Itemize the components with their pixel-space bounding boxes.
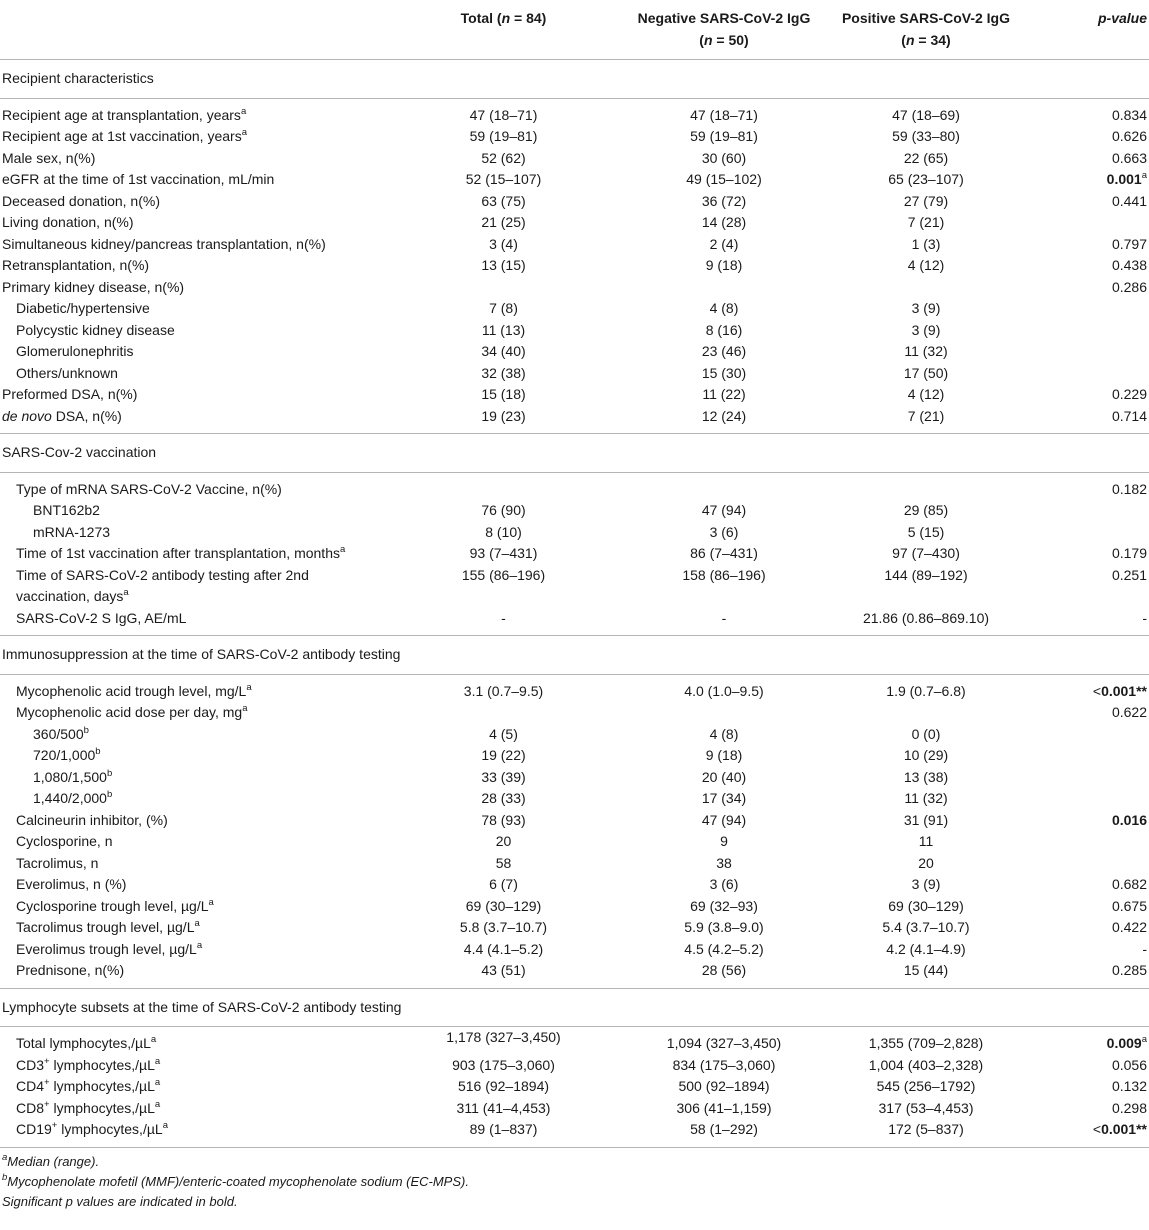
cell-negative: 500 (92–1894): [678, 1078, 770, 1094]
cell-pvalue: [1035, 767, 1149, 789]
cell-total: 43 (51): [376, 960, 631, 988]
cell-negative: 69 (32–93): [690, 897, 758, 914]
table-row: [0, 917, 1149, 939]
row-label: Preformed DSA, n(%): [2, 386, 138, 402]
row-label: CD8+ lymphocytes,/µL$^a$: [16, 1098, 161, 1116]
cell-pvalue: 0.298: [1111, 1099, 1147, 1116]
cell-total: 52 (15–107): [465, 171, 542, 187]
footnote: $^a$Median (range).: [2, 1151, 100, 1169]
cell-negative: [631, 277, 817, 299]
row-label: Calcineurin inhibitor, (%): [16, 811, 168, 828]
cell-positive: 15 (44): [817, 960, 1035, 988]
table-row: [0, 148, 1149, 170]
cell-negative: [631, 472, 817, 500]
row-label: Prednisone, n(%): [0, 960, 376, 988]
table-row: [0, 745, 1149, 767]
cell-positive: 3 (9): [911, 300, 941, 316]
cell-pvalue: [1035, 745, 1149, 767]
cell-pvalue: 0.229: [1111, 386, 1147, 402]
cell-total: 8 (10): [485, 523, 522, 540]
table-row: [0, 788, 1149, 810]
table-row: [0, 277, 1149, 299]
row-label: Cyclosporine trough level, $\mu g/L^a$: [16, 896, 214, 914]
table-row: [0, 831, 1149, 853]
cell-pvalue: 0.285: [1035, 960, 1149, 988]
cell-total: 311 (41–4,453): [456, 1099, 551, 1116]
table-row: [0, 341, 1149, 363]
cell-total: 4 (5): [489, 725, 518, 742]
header-pvalue: p-value: [1035, 0, 1149, 60]
cell-negative: 30 (60): [701, 149, 747, 166]
row-label: Recipient age at 1st vaccination, years$^a$: [2, 127, 247, 144]
cell-total: 903 (175–3,060): [452, 1056, 555, 1073]
cell-pvalue: 0.182: [1111, 480, 1147, 497]
cell-total: 6 (7): [489, 876, 518, 892]
cell-total: 5.8 (3.7–10.7): [459, 919, 548, 935]
cell-positive: 3 (9): [911, 876, 941, 892]
cell-total: 33 (39): [481, 768, 526, 785]
table-row: [0, 298, 1149, 320]
cell-positive: 4 (12): [907, 257, 945, 273]
row-label: Living donation, n(%): [2, 214, 134, 230]
table-row: [0, 543, 1149, 565]
cell-negative: 3 (6): [709, 876, 739, 892]
row-label: Simultaneous kidney/pancreas transplantation, n(%): [2, 235, 326, 252]
cell-pvalue: 0.797: [1111, 235, 1147, 252]
cell-pvalue: 0.251: [1111, 566, 1147, 583]
table-row: [0, 724, 1149, 746]
cell-total: 93 (7–431): [469, 545, 538, 561]
cell-positive: 1,004 (403–2,328): [868, 1056, 984, 1073]
cell-positive: 0 (0): [911, 725, 941, 742]
header-positive: Positive SARS-CoV-2 IgG (n = 34): [817, 0, 1035, 60]
cell-pvalue: 0.016: [1111, 811, 1147, 828]
cell-pvalue: [1035, 320, 1149, 342]
table-row: [0, 1119, 1149, 1147]
cell-total: 58: [495, 854, 512, 871]
row-label: CD19+ lymphocytes,/µL$^a$: [0, 1119, 376, 1147]
cell-pvalue: [1035, 724, 1149, 746]
cell-positive: 17 (50): [903, 364, 949, 381]
row-label: Retransplantation, n(%): [2, 257, 150, 273]
cell-positive: 7 (21): [817, 406, 1035, 434]
cell-total: 3.1 (0.7–9.5): [463, 682, 544, 699]
row-label: de novo DSA, n(%): [0, 406, 376, 434]
cell-positive: 1 (3): [911, 235, 941, 252]
cell-negative: 23 (46): [701, 343, 747, 359]
cell-positive: 47 (18–69): [892, 106, 960, 123]
cell-positive: 4.2 (4.1–4.9): [886, 940, 966, 957]
cell-positive: 4 (12): [907, 386, 945, 402]
cell-negative: 11 (22): [702, 386, 746, 402]
row-label: Everolimus trough level, $\mu g/L^a$: [16, 939, 203, 957]
cell-negative: 4.5 (4.2–5.2): [684, 940, 764, 957]
row-label: Time of 1st vaccination after transplantation, months$^a$: [16, 544, 346, 561]
row-label: BNT162b2: [33, 502, 100, 518]
cell-pvalue: -: [1142, 940, 1147, 957]
cell-total: 4.4 (4.1–5.2): [463, 940, 544, 957]
cell-pvalue: 0.714: [1035, 406, 1149, 434]
table-row: [0, 565, 1149, 608]
cell-total: 19 (22): [481, 747, 526, 763]
table-row: [0, 1098, 1149, 1120]
table-row: [0, 255, 1149, 277]
cell-positive: 13 (38): [903, 768, 949, 785]
cell-negative: 49 (15–102): [686, 171, 762, 187]
cell-total: -: [376, 608, 631, 636]
cell-negative: 20 (40): [701, 768, 747, 785]
section-title: Immunosuppression at the time of SARS-CoV-2 antibody testing: [0, 636, 1149, 675]
cell-positive: 21.86 (0.86–869.10): [817, 608, 1035, 636]
cell-positive: 11: [918, 833, 934, 849]
cell-negative: 4 (8): [709, 725, 739, 742]
cell-positive: 545 (256–1792): [876, 1078, 976, 1094]
row-label: Mycophenolic acid trough level, $mg/L^a$: [16, 681, 252, 699]
cell-positive: 11 (32): [904, 343, 948, 359]
cell-positive: 7 (21): [907, 214, 945, 230]
footnote: $^b$Mycophenolate mofetil (MMF)/enteric-coated mycophenolate sodium (EC-MPS).: [2, 1171, 469, 1189]
cell-negative: 15 (30): [701, 364, 747, 381]
cell-negative: 47 (94): [701, 811, 747, 828]
cell-pvalue: 0.682: [1111, 876, 1147, 892]
cell-positive: [817, 472, 1035, 500]
cell-pvalue: -: [1035, 608, 1149, 636]
table-row: [0, 896, 1149, 918]
cell-negative: 2 (4): [709, 235, 739, 252]
row-label: Diabetic/hypertensive: [16, 300, 150, 316]
row-label: Recipient age at transplantation, years$^a$: [2, 105, 247, 123]
cell-negative: 38: [716, 854, 732, 871]
cell-total: 13 (15): [481, 257, 526, 273]
cell-pvalue: 0.179: [1111, 545, 1147, 561]
row-label: Male sex, n(%): [2, 149, 96, 166]
cell-total: 52 (62): [481, 149, 526, 166]
row-label: 1,440/2,000$^b$: [33, 789, 113, 806]
header-label: [0, 0, 376, 60]
row-label: CD4+ lymphocytes,/µL$^a$: [16, 1077, 161, 1094]
cell-negative: [631, 702, 817, 724]
row-label: Type of mRNA SARS-CoV-2 Vaccine, n(%): [16, 480, 282, 497]
cell-pvalue: 0.286: [1111, 278, 1147, 295]
row-label: Total lymphocytes,/µL$^a$: [16, 1034, 157, 1051]
cell-total: 32 (38): [481, 364, 526, 381]
cell-negative: 4 (8): [709, 300, 739, 316]
cell-positive: 59 (33–80): [892, 128, 960, 144]
table-row: [0, 767, 1149, 789]
cell-pvalue: 0.132: [1111, 1078, 1147, 1094]
row-label: Mycophenolic acid dose per day, $mg^a$: [16, 703, 248, 720]
cell-positive: 5.4 (3.7–10.7): [882, 919, 970, 935]
table-row: [0, 126, 1149, 148]
row-label: SARS-CoV-2 S IgG, AE/mL: [0, 608, 376, 636]
cell-positive: 22 (65): [903, 149, 949, 166]
cell-negative: 36 (72): [701, 192, 747, 209]
table-row: [0, 810, 1149, 832]
table-row: [0, 320, 1149, 342]
cell-negative: 17 (34): [701, 790, 747, 806]
table-row: [0, 500, 1149, 522]
cell-total: [376, 277, 631, 299]
cell-total: 155 (86–196): [461, 566, 546, 583]
cell-negative: 14 (28): [701, 214, 747, 230]
cell-positive: [817, 277, 1035, 299]
cell-total: 516 (92–1894): [457, 1078, 550, 1094]
section-title: SARS-Cov-2 vaccination: [0, 434, 1149, 473]
cell-positive: [817, 702, 1035, 724]
cell-total: 21 (25): [481, 214, 526, 230]
table-row: [0, 608, 1149, 636]
section-header-row: [0, 636, 1149, 675]
table-body: [0, 60, 1149, 1148]
table-header: [0, 0, 1149, 60]
cell-pvalue: 0.441: [1111, 192, 1147, 209]
cell-positive: 3 (9): [911, 321, 941, 338]
row-label: Tacrolimus, n: [16, 854, 99, 871]
cell-negative: 47 (94): [701, 502, 747, 518]
cell-negative: 306 (41–1,159): [676, 1099, 772, 1116]
cell-positive: 1.9 (0.7–6.8): [886, 682, 966, 699]
table-row: [0, 939, 1149, 961]
row-label: Time of SARS-CoV-2 antibody testing after 2nd vaccination, days$^a$: [16, 566, 309, 604]
cell-positive: 144 (89–192): [884, 566, 968, 583]
table-row: [0, 363, 1149, 385]
row-label: eGFR at the time of 1st vaccination, mL/min: [2, 171, 275, 187]
table-row: [0, 1027, 1149, 1055]
row-label: Everolimus, n (%): [16, 876, 127, 892]
section-title: Recipient characteristics: [0, 60, 1149, 99]
table-row: [0, 522, 1149, 544]
footnotes: [0, 1148, 1145, 1212]
row-label: 720/1,000$^b$: [33, 746, 101, 763]
cell-negative: 8 (16): [705, 321, 743, 338]
cell-pvalue: 0.663: [1111, 149, 1147, 166]
cell-negative: 47 (18–71): [690, 106, 758, 123]
cell-negative: 58 (1–292): [631, 1119, 817, 1147]
cell-pvalue: [1035, 341, 1149, 363]
cell-pvalue: 0.675: [1111, 897, 1147, 914]
cell-pvalue: 0.056: [1111, 1056, 1147, 1073]
row-label: mRNA-1273: [33, 523, 111, 540]
cell-pvalue: [1035, 522, 1149, 544]
header-negative: Negative SARS-CoV-2 IgG (n = 50): [631, 0, 817, 60]
table-row: [0, 874, 1149, 896]
cell-total: 47 (18–71): [469, 106, 538, 123]
cell-total: 34 (40): [481, 343, 526, 359]
cell-positive: 27 (79): [903, 192, 949, 209]
cell-positive: 10 (29): [903, 747, 949, 763]
cell-total: 28 (33): [481, 790, 526, 806]
table-row: [0, 853, 1149, 875]
cell-total: 76 (90): [481, 502, 526, 518]
section-header-row: [0, 60, 1149, 99]
cell-pvalue: 0.009$^a$: [1106, 1034, 1147, 1051]
table-row: [0, 169, 1149, 191]
cell-pvalue: 0.626: [1111, 128, 1147, 144]
cell-pvalue: [1035, 831, 1149, 853]
table-row: [0, 1076, 1149, 1098]
row-label: Tacrolimus trough level, $\mu g/L^a$: [16, 918, 200, 935]
cell-positive: 317 (53–4,453): [878, 1099, 974, 1116]
row-label: Deceased donation, n(%): [2, 192, 160, 209]
cell-total: 7 (8): [489, 300, 518, 316]
table-row: [0, 702, 1149, 724]
cell-negative: 86 (7–431): [690, 545, 758, 561]
cell-negative: 1,094 (327–3,450): [666, 1035, 782, 1051]
cell-total: 69 (30–129): [465, 897, 542, 914]
cell-pvalue: [1035, 363, 1149, 385]
table-row: [0, 960, 1149, 988]
cell-positive: 65 (23–107): [888, 171, 964, 187]
cell-positive: 29 (85): [903, 502, 949, 518]
cell-positive: 69 (30–129): [888, 897, 964, 914]
cell-negative: 9: [720, 833, 728, 849]
row-label: 1,080/1,500$^b$: [33, 767, 113, 785]
cell-pvalue: 0.422: [1111, 919, 1147, 935]
cell-pvalue: [1035, 212, 1149, 234]
cell-total: 11 (13): [481, 321, 526, 338]
cell-positive: 20: [918, 854, 934, 871]
cell-total: 59 (19–81): [469, 128, 538, 144]
cell-positive: 172 (5–837): [817, 1119, 1035, 1147]
cell-negative: 59 (19–81): [690, 128, 758, 144]
cell-negative: 158 (86–196): [682, 566, 766, 583]
cell-total: [376, 702, 631, 724]
cell-positive: 97 (7–430): [892, 545, 960, 561]
table-row: [0, 191, 1149, 213]
cell-total: 20: [495, 833, 512, 849]
table-row: [0, 674, 1149, 702]
cell-total: [376, 472, 631, 500]
cell-negative: 28 (56): [631, 960, 817, 988]
cell-positive: 11 (32): [904, 790, 948, 806]
cell-negative: 9 (18): [705, 257, 743, 273]
cell-negative: 3 (6): [709, 523, 739, 540]
cell-pvalue: 0.438: [1111, 257, 1147, 273]
cell-negative: 5.9 (3.8–9.0): [684, 919, 764, 935]
cell-positive: 5 (15): [907, 523, 945, 540]
cell-total: 15 (18): [481, 386, 526, 402]
section-header-row: [0, 434, 1149, 473]
cell-positive: 31 (91): [903, 811, 949, 828]
cell-pvalue: <0.001**: [1035, 1119, 1149, 1147]
cell-negative: -: [631, 608, 817, 636]
cell-negative: 4.0 (1.0–9.5): [684, 682, 764, 699]
cell-total: 63 (75): [481, 192, 526, 209]
row-label: Polycystic kidney disease: [16, 321, 175, 338]
section-title: Lymphocyte subsets at the time of SARS-CoV-2 antibody testing: [0, 988, 1149, 1027]
row-label: Glomerulonephritis: [16, 343, 134, 359]
cell-total: 89 (1–837): [376, 1119, 631, 1147]
table-row: [0, 234, 1149, 256]
header-total: Total (n = 84): [376, 0, 631, 60]
cell-pvalue: [1035, 298, 1149, 320]
cell-pvalue: [1035, 500, 1149, 522]
cell-total: 78 (93): [481, 811, 526, 828]
cell-negative: 834 (175–3,060): [672, 1056, 776, 1073]
cell-total: 3 (4): [489, 235, 518, 252]
cell-pvalue: [1035, 853, 1149, 875]
cell-pvalue: 0.834: [1111, 106, 1147, 123]
cell-pvalue: [1035, 788, 1149, 810]
cell-total: 19 (23): [376, 406, 631, 434]
cell-pvalue: <0.001**: [1092, 682, 1147, 699]
table-row: [0, 406, 1149, 434]
section-header-row: [0, 988, 1149, 1027]
cell-negative: 9 (18): [705, 747, 743, 763]
table-row: [0, 384, 1149, 406]
row-label: Cyclosporine, n: [16, 833, 113, 849]
cell-negative: 12 (24): [631, 406, 817, 434]
row-label: CD3+ lymphocytes,/µL$^a$: [16, 1055, 161, 1073]
row-label: Others/unknown: [16, 364, 118, 381]
table-row: [0, 98, 1149, 126]
table-row: [0, 1055, 1149, 1077]
footnote: Significant p values are indicated in bold.: [2, 1193, 238, 1209]
cell-positive: 1,355 (709–2,828): [868, 1035, 984, 1051]
cell-total: 1,178 (327–3,450): [446, 1029, 561, 1045]
row-label: Primary kidney disease, n(%): [2, 278, 185, 295]
cell-pvalue: 0.622: [1111, 704, 1147, 720]
cell-pvalue: 0.001$^a$: [1106, 170, 1147, 187]
row-label: 360/500$^b$: [33, 724, 89, 742]
table-row: [0, 212, 1149, 234]
table-row: [0, 472, 1149, 500]
